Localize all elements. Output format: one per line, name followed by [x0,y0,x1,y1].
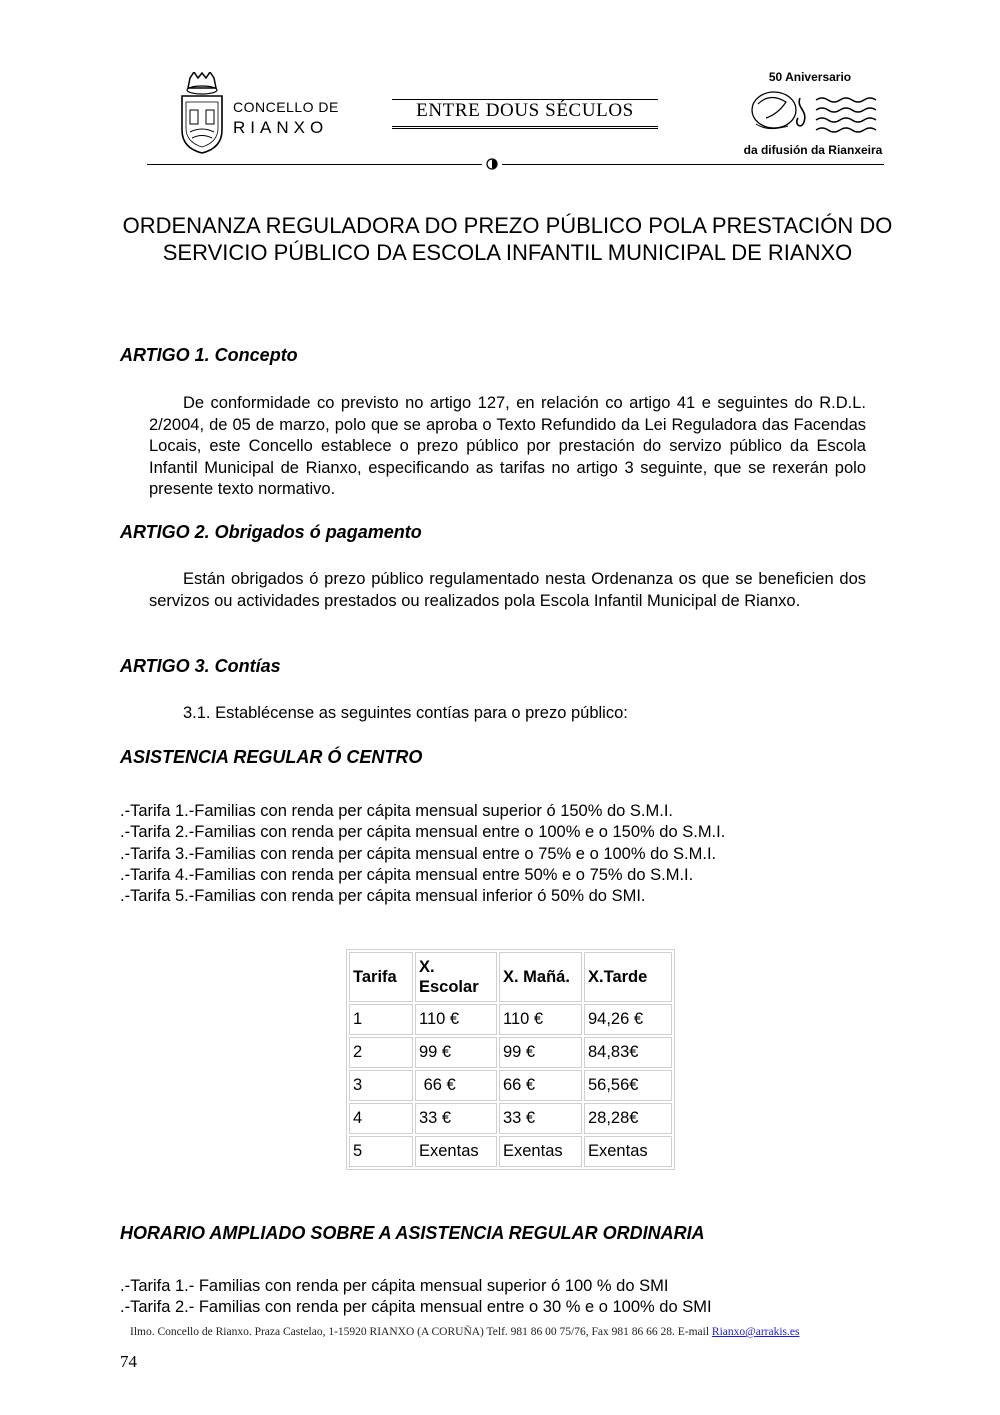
table-cell: Exentas [584,1136,672,1167]
article-3-heading: ARTIGO 3. Contías [120,656,281,676]
list-item: .-Tarifa 3.-Familias con renda per cápita mensual entre o 75% e o 100% do S.M.I. [120,844,717,863]
article-2-text [149,569,866,612]
header-rule-right [502,164,884,165]
article-2-body: Están obrigados ó prezo público regulamentado nesta Ordenanza os que se beneficien dos servizos ou actividades prestados ou realizados pola Escola Infantil Municipal de Rianxo. [149,570,866,610]
table-cell: 33 € [499,1103,582,1134]
anniversary-title: 50 Aniversario [768,70,852,84]
concello-name-line1: CONCELLO DE [233,99,339,115]
table-cell: 110 € [499,1004,582,1035]
table-header-cell: X.Tarde [584,952,672,1002]
table-row [349,1103,672,1134]
table-cell: 94,26 € [584,1004,672,1035]
table-row [349,1037,672,1068]
table-cell: 5 [349,1136,413,1167]
fee-table [346,949,675,1170]
list-item: .-Tarifa 2.-Familias con renda per cápita mensual entre o 100% e o 150% do S.M.I. [120,823,726,842]
title-rule-bottom [392,126,658,131]
header-ornament-icon [486,158,498,170]
anniversary-logo-icon [738,88,880,140]
regular-tarifa-list [120,801,880,907]
list-item: .-Tarifa 1.- Familias con renda per cápita mensual superior ó 100 % do SMI [120,1277,669,1295]
concello-name-line2: RIANXO [233,118,329,137]
article-1-body: De conformidade co previsto no artigo 127, en relación co artigo 41 e seguintes do R.D.L. 2/2004, de 05 de marzo, polo que se aproba o Texto Refundido da Lei Reguladora das Facendas Locais, este Concello establece o prezo público por prestación do servizo público da Escola Infantil Municipal de Rianxo, especificando as tarifas no artigo 3 seguinte, que se rexerán polo presente texto normativo. [149,394,866,498]
list-item: .-Tarifa 5.-Familias con renda per cápita mensual inferior ó 50% do SMI. [120,887,646,906]
table-cell: 110 € [415,1004,497,1035]
concello-coat-of-arms-icon [176,72,228,154]
regular-attendance-heading: ASISTENCIA REGULAR Ó CENTRO [120,747,423,767]
table-cell: 28,28€ [584,1103,672,1134]
table-row [349,1004,672,1035]
table-header-cell: Tarifa [349,952,413,1002]
table-header-cell: X. Mañá. [499,952,582,1002]
table-cell: Exentas [499,1136,582,1167]
article-1-heading: ARTIGO 1. Concepto [120,345,298,365]
table-cell: 4 [349,1103,413,1134]
table-cell: 3 [349,1070,413,1101]
table-cell: 1 [349,1004,413,1035]
extended-hours-heading: HORARIO AMPLIADO SOBRE A ASISTENCIA REGULAR ORDINARIA [120,1223,705,1243]
table-row [349,1070,672,1101]
header-rule-left [147,164,482,165]
table-cell: 33 € [415,1103,497,1134]
table-row [349,1136,672,1167]
table-cell: 66 € [415,1070,497,1101]
table-cell: 84,83€ [584,1037,672,1068]
extended-tarifa-list [120,1276,880,1319]
article-1-text [149,393,866,501]
table-header-cell: X. Escolar [415,952,497,1002]
header-center-title: ENTRE DOUS SÉCULOS [416,100,634,121]
page-number: 74 [120,1352,137,1371]
footer-email-link[interactable]: Rianxo@arrakis.es [711,1326,800,1338]
page-footer [130,1326,890,1338]
list-item: .-Tarifa 2.- Familias con renda per cápita mensual entre o 30 % e o 100% do SMI [120,1298,712,1317]
table-cell: 2 [349,1037,413,1068]
table-cell: Exentas [415,1136,497,1167]
table-header-row [349,952,672,1002]
article-3-body: 3.1. Establécense as seguintes contías para o prezo público: [183,704,628,722]
article-3-text [149,703,866,725]
footer-address: Ilmo. Concello de Rianxo. Praza Castelao, 1-15920 RIANXO (A CORUÑA) Telf. 981 86 00 75/76, Fax 981 86 66 28. E-mail [130,1326,712,1338]
table-cell: 66 € [499,1070,582,1101]
list-item: .-Tarifa 4.-Familias con renda per cápita mensual entre 50% e o 75% do S.M.I. [120,865,694,884]
table-cell: 99 € [415,1037,497,1068]
article-2-heading: ARTIGO 2. Obrigados ó pagamento [120,522,422,542]
anniversary-subtitle: da difusión da Rianxeira [743,143,883,157]
document-title: ORDENANZA REGULADORA DO PREZO PÚBLICO POLA PRESTACIÓN DO SERVICIO PÚBLICO DA ESCOLA INFANTIL MUNICIPAL DE RIANXO [122,213,893,265]
list-item: .-Tarifa 1.-Familias con renda per cápita mensual superior ó 150% do S.M.I. [120,802,674,820]
table-cell: 56,56€ [584,1070,672,1101]
table-cell: 99 € [499,1037,582,1068]
